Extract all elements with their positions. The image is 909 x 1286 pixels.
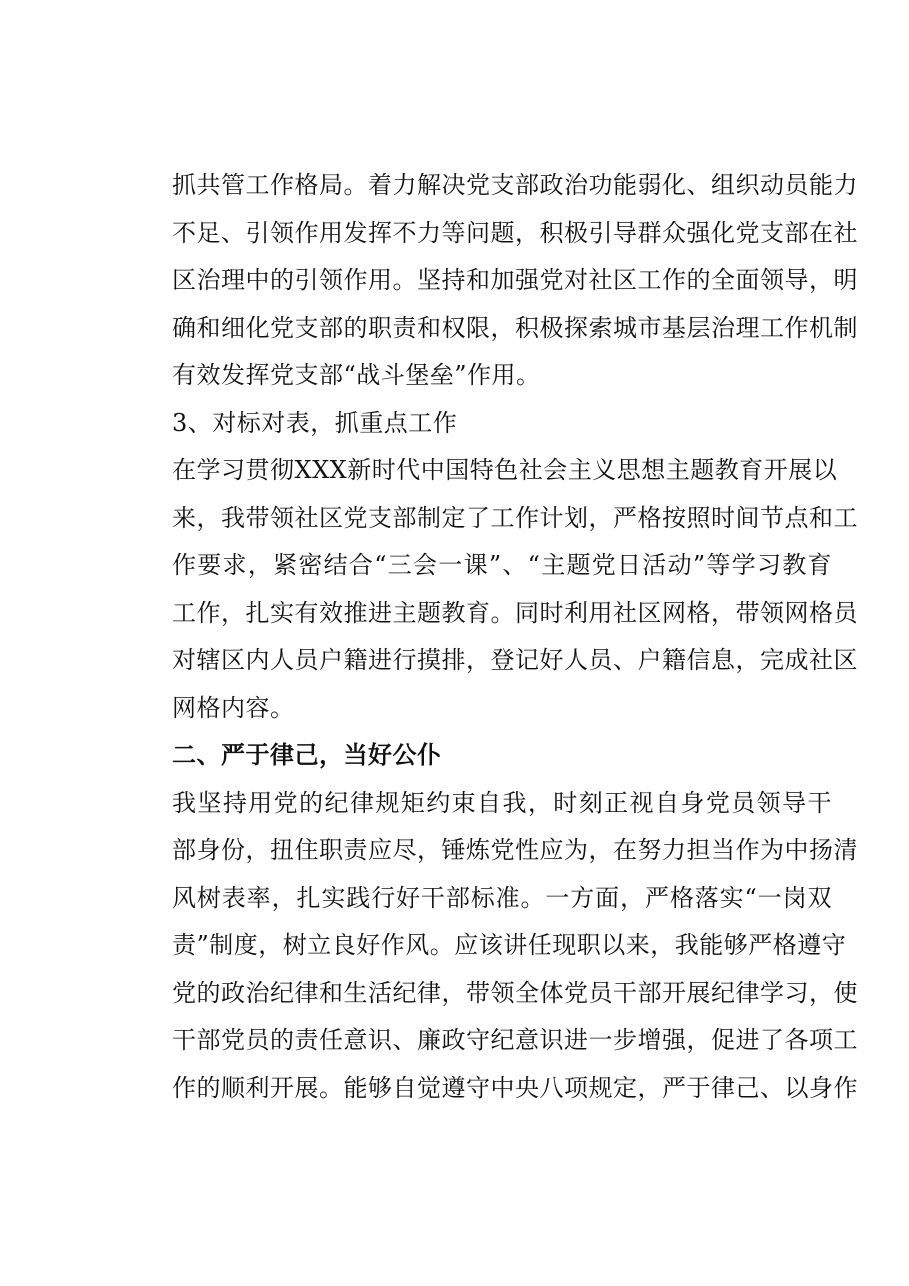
paragraph-line: 在学习贯彻XXX新时代中国特色社会主义思想主题教育开展以 — [172, 456, 838, 484]
paragraph-line: 网格内容。 — [172, 693, 295, 722]
paragraph-line: 风树表率，扎实践行好干部标准。一方面，严格落实“一岗双 — [172, 883, 832, 912]
paragraph-line: 来，我带领社区党支部制定了工作计划，严格按照时间节点和工 — [172, 503, 858, 532]
paragraph-line: 确和细化党支部的职责和权限，积极探索城市基层治理工作机制 — [172, 313, 858, 342]
paragraph-line: 抓共管工作格局。着力解决党支部政治功能弱化、组织动员能力 — [172, 171, 858, 199]
paragraph-line: 工作，扎实有效推进主题教育。同时利用社区网格，带领网格员 — [172, 598, 858, 627]
paragraph-line: 区治理中的引领作用。坚持和加强党对社区工作的全面领导，明 — [172, 266, 858, 294]
paragraph-line: 作要求，紧密结合“三会一课”、“主题党日活动”等学习教育 — [172, 551, 832, 579]
paragraph-line: 部身份，扭住职责应尽，锤炼党性应为，在努力担当作为中扬清 — [172, 836, 858, 864]
paragraph-line: 干部党员的责任意识、廉政守纪意识进一步增强，促进了各项工 — [172, 1026, 858, 1054]
paragraph-line: 作的顺利开展。能够自觉遵守中央八项规定，严于律己、以身作 — [172, 1073, 858, 1102]
paragraph-line: 我坚持用党的纪律规矩约束自我，时刻正视自身党员领导干 — [172, 788, 832, 817]
paragraph-line: 有效发挥党支部“战斗堡垒”作用。 — [172, 361, 541, 389]
paragraph-line: 不足、引领作用发挥不力等问题，积极引导群众强化党支部在社 — [172, 218, 858, 247]
paragraph-line: 对辖区内人员户籍进行摸排，登记好人员、户籍信息，完成社区 — [172, 646, 858, 674]
subsection-heading: 3、对标对表，抓重点工作 — [172, 408, 458, 437]
section-heading: 二、严于律己，当好公仆 — [172, 741, 442, 769]
document-body — [172, 166, 858, 1116]
paragraph-line: 责”制度，树立良好作风。应该讲任现职以来，我能够严格遵守 — [172, 931, 847, 959]
paragraph-line: 党的政治纪律和生活纪律，带领全体党员干部开展纪律学习，使 — [172, 978, 858, 1007]
